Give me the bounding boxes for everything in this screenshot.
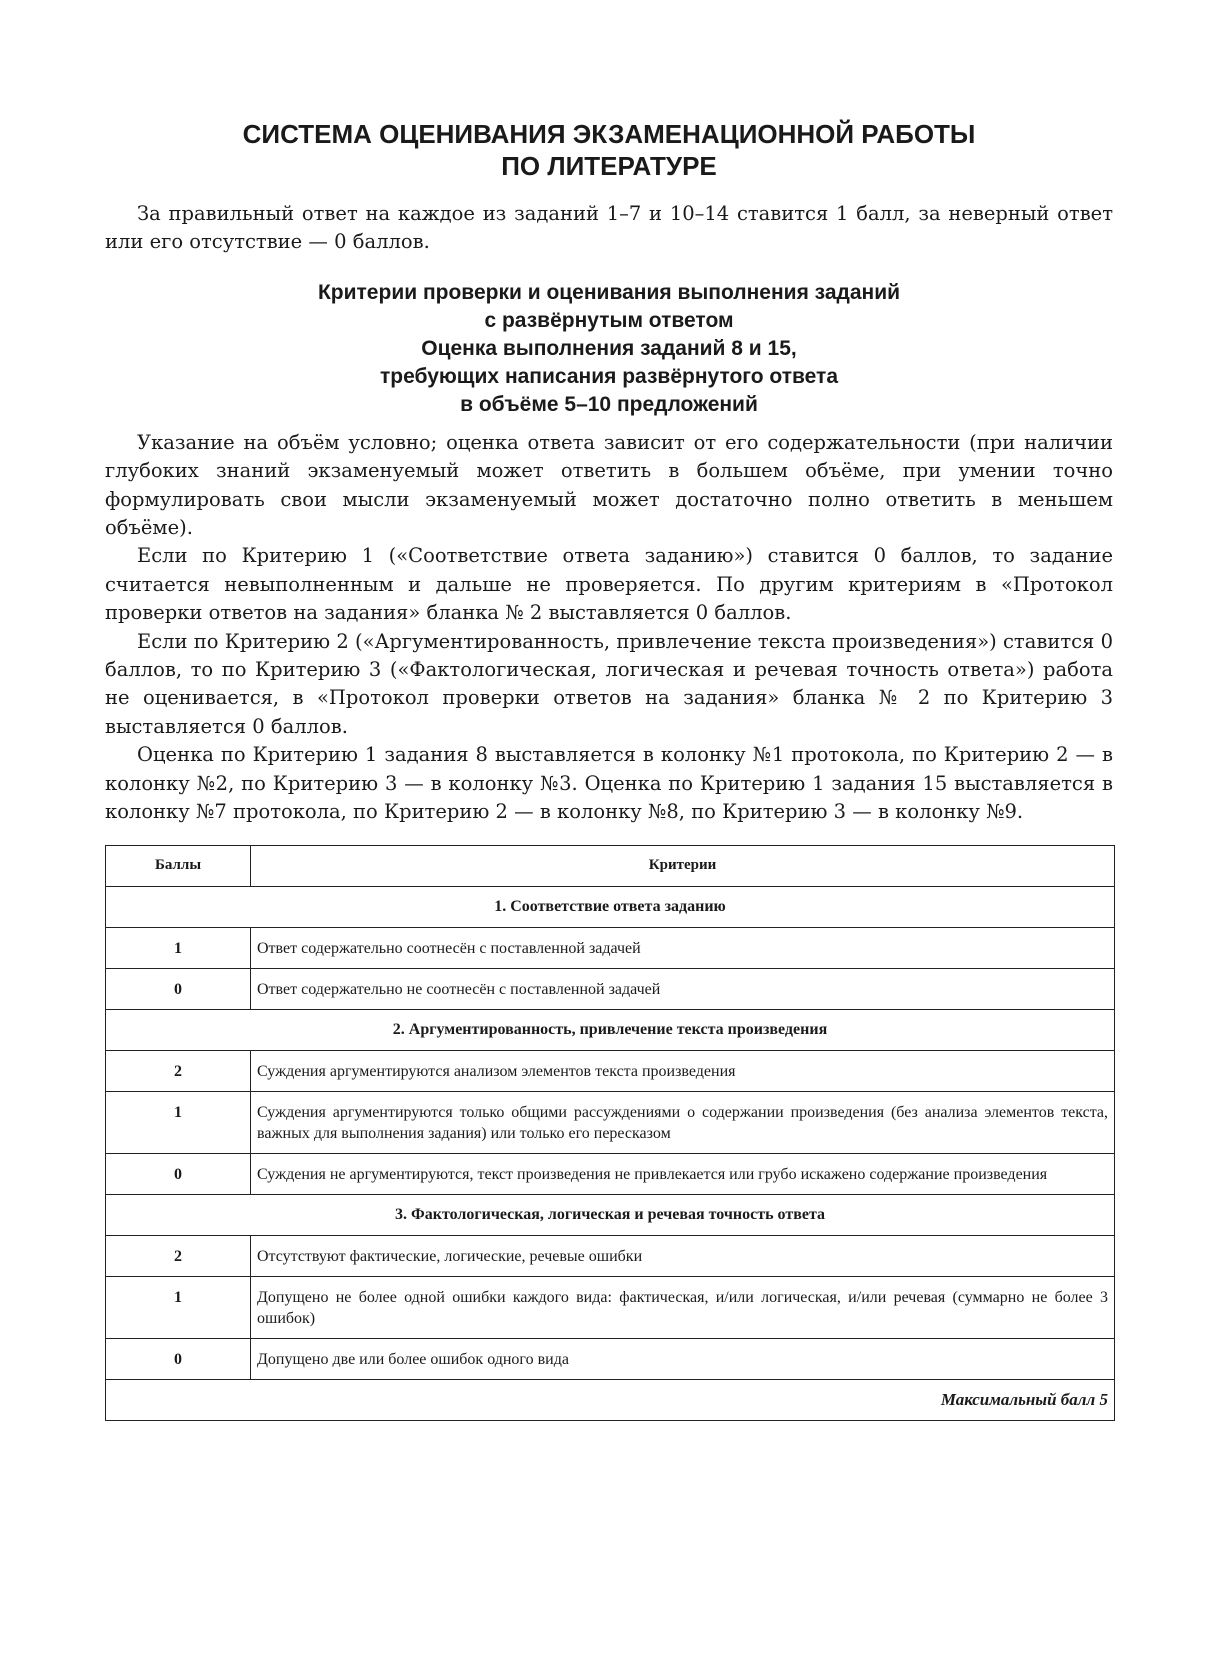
body-paragraph: Оценка по Критерию 1 задания 8 выставляется в колонку №1 протокола, по Критерию 2 — в колонку №2, по Критерию 3 — в колонку №3. Оценка по Критерию 1 задания 15 выставляется в колонку №7 протокола, по Критерию 2 — в колонку №8, по Критерию 3 — в колонку №9.	[105, 743, 1113, 824]
criteria-heading	[105, 279, 1113, 419]
table-row	[106, 1338, 1115, 1379]
max-score: Максимальный балл 5	[106, 1379, 1115, 1420]
table-row	[106, 1091, 1115, 1153]
header-criteria: Критерии	[251, 845, 1115, 886]
score-cell: 1	[106, 1091, 251, 1153]
section-title: 3. Фактологическая, логическая и речевая точность ответа	[106, 1194, 1115, 1235]
score-cell: 1	[106, 1276, 251, 1338]
heading-line: Критерии проверки и оценивания выполнения заданий	[317, 280, 901, 304]
header-score: Баллы	[106, 845, 251, 886]
score-cell: 2	[106, 1235, 251, 1276]
criterion-cell: Суждения аргументируются анализом элементов текста произведения	[251, 1050, 1115, 1091]
criterion-cell: Суждения не аргументируются, текст произведения не привлекается или грубо искажено содержание произведения	[251, 1153, 1115, 1194]
document-page	[105, 118, 1113, 1421]
table-row	[106, 968, 1115, 1009]
section-row	[106, 1009, 1115, 1050]
heading-line: в объёме 5–10 предложений	[460, 392, 758, 416]
heading-line: Оценка выполнения заданий 8 и 15,	[421, 336, 797, 360]
heading-line: требующих написания развёрнутого ответа	[379, 364, 838, 388]
title-line: СИСТЕМА ОЦЕНИВАНИЯ ЭКЗАМЕНАЦИОННОЙ РАБОТЫ	[242, 119, 976, 149]
criterion-cell: Ответ содержательно соотнесён с поставленной задачей	[251, 927, 1115, 968]
criterion-cell: Допущено не более одной ошибки каждого вида: фактическая, и/или логическая, и/или речевая (суммарно не более 3 ошибок)	[251, 1276, 1115, 1338]
page-title	[105, 118, 1113, 182]
table-row	[106, 1050, 1115, 1091]
table-row	[106, 927, 1115, 968]
score-cell: 2	[106, 1050, 251, 1091]
score-cell: 0	[106, 968, 251, 1009]
section-row	[106, 1194, 1115, 1235]
criterion-cell: Отсутствуют фактические, логические, речевые ошибки	[251, 1235, 1115, 1276]
criteria-table	[105, 845, 1115, 1421]
score-cell: 0	[106, 1153, 251, 1194]
section-title: 1. Соответствие ответа заданию	[106, 886, 1115, 927]
max-score-row	[106, 1379, 1115, 1420]
score-cell: 0	[106, 1338, 251, 1379]
score-cell: 1	[106, 927, 251, 968]
body-paragraph: Если по Критерию 2 («Аргументированность, привлечение текста произведения») ставится 0 баллов, то по Критерию 3 («Фактологическая, логическая и речевая точность ответа») работа не оценивается, в «Протокол проверки ответов на задания» бланка № 2 по Критерию 3 выставляется 0 баллов.	[105, 629, 1113, 738]
criterion-cell: Суждения аргументируются только общими рассуждениями о содержании произведения (без анализа элементов текста, важных для выполнения задания) или только его пересказом	[251, 1091, 1115, 1153]
intro-paragraph: За правильный ответ на каждое из заданий 1–7 и 10–14 ставится 1 балл, за неверный ответ или его отсутствие — 0 баллов.	[105, 202, 1113, 254]
table-header-row	[106, 845, 1115, 886]
body-paragraph: Указание на объём условно; оценка ответа зависит от его содержательности (при наличии глубоких знаний экзаменуемый может ответить в большем объёме, при умении точно формулировать свои мысли экзаменуемый может достаточно полно ответить в меньшем объёме).	[105, 430, 1113, 540]
body-paragraph: Если по Критерию 1 («Соответствие ответа заданию») ставится 0 баллов, то задание считается невыполненным и дальше не проверяется. По другим критериям в «Протокол проверки ответов на задания» бланка № 2 выставляется 0 баллов.	[105, 544, 1113, 625]
title-line: ПО ЛИТЕРАТУРЕ	[501, 151, 717, 181]
section-row	[106, 886, 1115, 927]
heading-line: с развёрнутым ответом	[484, 308, 734, 332]
table-row	[106, 1276, 1115, 1338]
criterion-cell: Ответ содержательно не соотнесён с поставленной задачей	[251, 968, 1115, 1009]
table-row	[106, 1235, 1115, 1276]
table-row	[106, 1153, 1115, 1194]
section-title: 2. Аргументированность, привлечение текста произведения	[106, 1009, 1115, 1050]
criterion-cell: Допущено две или более ошибок одного вида	[251, 1338, 1115, 1379]
